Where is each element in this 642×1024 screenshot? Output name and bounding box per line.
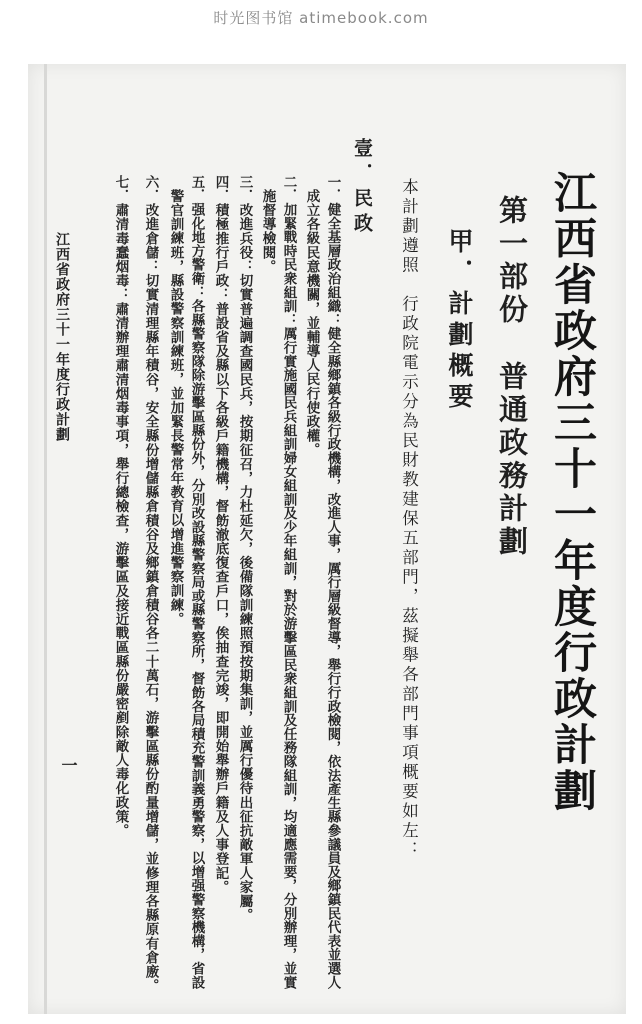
list-item-continuation: 成立各級民意機關，並輔導人民行使政權。 <box>303 189 320 457</box>
list-item: 四．積極推行戶政：普設省及縣以下各級戶籍機構，督飭澈底復查戶口，俟抽查完竣，即開始舉辦戶籍及人事登記。 <box>212 175 229 895</box>
list-item: 七．肅清毒蠢烟毒：肅清辦理肅清烟毒事項，舉行總檢查，游擊區及接近戰區縣份嚴密剷除敵人毒化政策。 <box>112 175 129 838</box>
subsection-heading: 甲．計劃概要 <box>445 228 474 414</box>
list-item: 二．加緊戰時民衆組訓：厲行實施國民兵組訓婦女組訓及少年組訓，對於游擊區民衆組訓及任務隊組訓，均適應需要，分別辦理，並實 <box>280 175 297 990</box>
intro-paragraph: 本計劃遵照 行政院電示分為民財教建保五部門，茲擬舉各部門事項概要如左： <box>399 178 419 861</box>
part-number: 第一部份 <box>495 195 529 327</box>
list-item: 六．改進倉儲：切實清理縣年積谷，安全縣份增儲縣倉積谷及鄉鎮倉積谷各二十萬石，游擊區縣份酌量增儲，並修理各縣原有倉廒。 <box>142 175 159 993</box>
page-number: 一 <box>59 757 78 773</box>
part-heading <box>495 195 529 559</box>
document-title: 江西省政府三十一年度行政計劃 <box>547 170 597 814</box>
page-fold-edge <box>44 64 47 1014</box>
running-footer-title: 江西省政府三十一年度行政計劃 <box>54 232 70 442</box>
list-item: 一．健全基層政治組織：健全縣鄉鎮各級行政機構，改進人事，厲行層級督導，舉行行政檢閱，依法產生縣參議員及鄉鎮民代表並選人 <box>324 175 341 990</box>
list-item: 五．强化地方警衛：各縣警察隊除游擊區縣份外，分別改設縣警察局或縣警察所，督飭各局積充警訓義勇警察，以增强警察機構，省設 <box>188 175 205 990</box>
section-heading: 壹．民政 <box>351 138 373 238</box>
part-name: 普通政務計劃 <box>495 361 529 559</box>
site-watermark-header: 时光图书馆 atimebook.com <box>213 8 429 27</box>
list-item-continuation: 施督導檢閱。 <box>259 189 276 274</box>
list-item-continuation: 警官訓練班，縣設警察訓練班，並加緊長警常年教育以增進警察訓練。 <box>167 189 184 627</box>
list-item: 三．改進兵役：切實普遍調查國民兵，按期征召，力杜延欠，後備隊訓練照預按期集訓，並厲行優待出征抗敵軍人家屬。 <box>236 175 253 923</box>
